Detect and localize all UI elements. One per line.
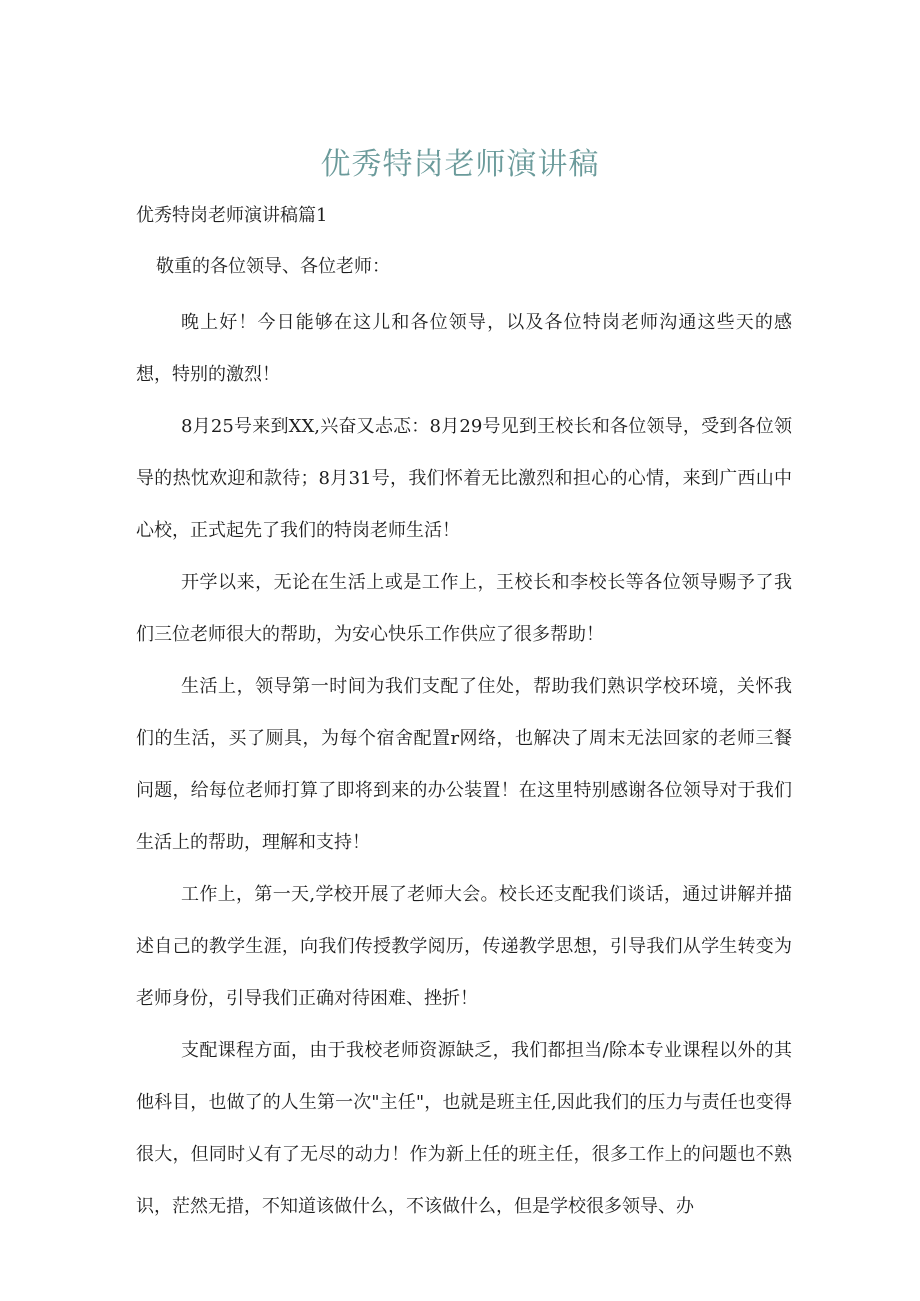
salutation: 敬重的各位领导、各位老师： [156,256,390,277]
paragraph: 晚上好！今日能够在这儿和各位领导，以及各位特岗老师沟通这些天的感想，特别的激烈！ [136,312,792,385]
paragraph: 工作上，第一天,学校开展了老师大会。校长还支配我们谈话，通过讲解并描述自己的教学生涯，向我们传授教学阅历，传递教学思想，引导我们从学生转变为老师身份，引导我们正确对待困难、挫折！ [136,884,792,1009]
section-heading: 优秀特岗老师演讲稿篇1 [136,205,328,226]
document-title: 优秀特岗老师演讲稿 [320,147,600,182]
paragraph: 8月25号来到XX,兴奋又忐忑：8月29号见到王校长和各位领导，受到各位领导的热忱欢迎和款待；8月31号，我们怀着无比激烈和担心的心情，来到广西山中心校，正式起先了我们的特岗老师生活！ [136,416,792,541]
paragraph: 开学以来，无论在生活上或是工作上，王校长和李校长等各位领导赐予了我们三位老师很大的帮助，为安心快乐工作供应了很多帮助！ [136,572,792,645]
paragraph: 支配课程方面，由于我校老师资源缺乏，我们都担当/除本专业课程以外的其他科目，也做了的人生第一次"主任"，也就是班主任,因此我们的压力与责任也变得很大，但同时乂有了无尽的动力！作为新上任的班主任，很多工作上的问题也不熟识，茫然无措，不知道该做什么，不该做什么，但是学校很多领导、办 [136,1040,792,1217]
paragraph: 生活上，领导第一时间为我们支配了住处，帮助我们熟识学校环境，关怀我们的生活，买了厕具，为每个宿舍配置r网络，也解决了周末无法回家的老师三餐问题，给每位老师打算了即将到来的办公装置！在这里特别感谢各位领导对于我们生活上的帮助，理解和支持！ [136,676,792,853]
body-text [136,297,792,1233]
